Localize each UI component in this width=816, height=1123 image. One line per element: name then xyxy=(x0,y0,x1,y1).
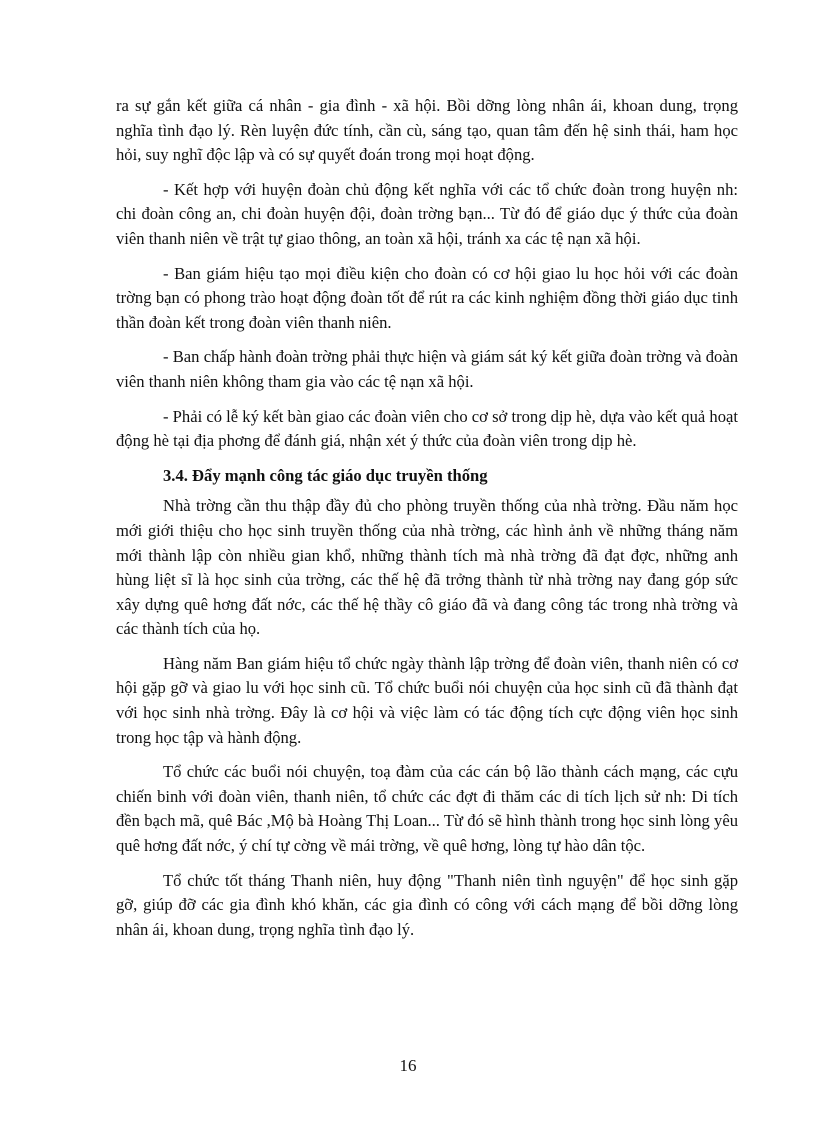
paragraph-tradition-room: Nhà trờng cần thu thập đầy đủ cho phòng truyền thống của nhà trờng. Đầu năm học mới giới thiệu cho học sinh truyền thống của nhà trờng, các hình ảnh về những tháng năm mới thành lập còn nhiều gian khổ, những thành tích mà nhà trờng đã đạt đợc, những anh hùng liệt sĩ là học sinh của trờng, các thế hệ đã trởng thành từ nhà trờng nay đang góp sức xây dựng quê hơng đất nớc, các thế hệ thầy cô giáo đã và đang công tác trong nhà trờng và các thành tích của họ. xyxy=(116,496,738,639)
paragraph-bullet-executive-committee: - Ban chấp hành đoàn trờng phải thực hiện và giám sát ký kết giữa đoàn trờng và đoàn viên thanh niên không tham gia vào các tệ nạn xã hội. xyxy=(116,347,738,391)
page-number: 16 xyxy=(399,1056,417,1075)
document-page xyxy=(116,94,738,952)
paragraph-talks-visits: Tổ chức các buổi nói chuyện, toạ đàm của các cán bộ lão thành cách mạng, các cựu chiến binh với đoàn viên, thanh niên, tổ chức các đợt đi thăm các di tích lịch sử nh: Di tích đền bạch mã, quê Bác ,Mộ bà Hoàng Thị Loan... Từ đó sẽ hình thành trong học sinh lòng yêu quê hơng đất nớc, ý chí tự cờng về mái trờng, về quê hơng, lòng tự hào dân tộc. xyxy=(116,762,738,856)
section-heading: 3.4. Đẩy mạnh công tác giáo dục truyền thống xyxy=(163,465,488,485)
paragraph-continuation: ra sự gắn kết giữa cá nhân - gia đình - xã hội. Bồi dỡng lòng nhân ái, khoan dung, trọng nghĩa tình đạo lý. Rèn luyện đức tính, cần cù, sáng tạo, quan tâm đến hệ sinh thái, ham học hỏi, suy nghĩ độc lập và có sự quyết đoán trong mọi hoạt động. xyxy=(116,96,738,165)
paragraph-bullet-district-union: - Kết hợp với huyện đoàn chủ động kết nghĩa với các tổ chức đoàn trong huyện nh: chi đoàn công an, chi đoàn huyện đội, đoàn trờng bạn... Từ đó để giáo dục ý thức của đoàn viên thanh niên về trật tự giao thông, an toàn xã hội, tránh xa các tệ nạn xã hội. xyxy=(116,179,738,248)
paragraph-bullet-school-board: - Ban giám hiệu tạo mọi điều kiện cho đoàn có cơ hội giao lu học hỏi với các đoàn trờng bạn có phong trào hoạt động đoàn tốt để rút ra các kinh nghiệm đồng thời giáo dục tinh thần đoàn kết trong đoàn viên thanh niên. xyxy=(116,263,738,332)
paragraph-youth-month: Tổ chức tốt tháng Thanh niên, huy động "Thanh niên tình nguyện" để học sinh gặp gỡ, giúp đỡ các gia đình khó khăn, các gia đình có công với cách mạng để bồi dỡng lòng nhân ái, khoan dung, trọng nghĩa tình đạo lý. xyxy=(116,870,738,939)
paragraph-founding-day: Hàng năm Ban giám hiệu tổ chức ngày thành lập trờng để đoàn viên, thanh niên có cơ hội gặp gỡ và giao lu với học sinh cũ. Tổ chức buổi nói chuyện của học sinh cũ đã thành đạt với học sinh nhà trờng. Đây là cơ hội và việc làm có tác động tích cực động viên học sinh trong học tập và hành động. xyxy=(116,653,738,747)
paragraph-bullet-summer-handover: - Phải có lễ ký kết bàn giao các đoàn viên cho cơ sở trong dịp hè, dựa vào kết quả hoạt động hè tại địa phơng để đánh giá, nhận xét ý thức của đoàn viên trong dịp hè. xyxy=(116,406,738,451)
